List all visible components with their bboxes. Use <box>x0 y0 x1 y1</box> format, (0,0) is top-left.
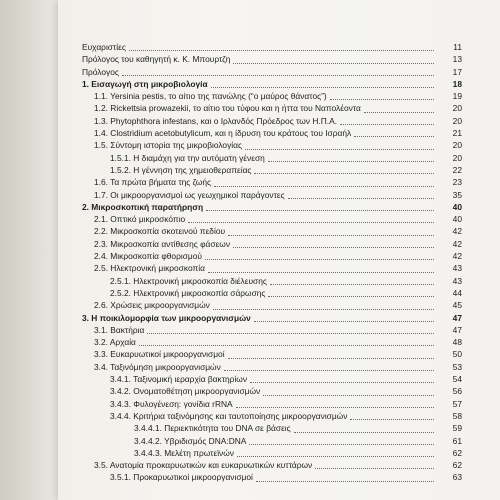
dot-leader <box>256 468 434 481</box>
toc-entry-title: 1.5.1. Η διαμάχη για την αυτόματη γένεση <box>110 152 265 163</box>
toc-page-number: 47 <box>452 312 462 323</box>
toc-entry-title: 1.1. Yersinia pestis, το αίτιο της πανώλης (“ο μαύρος θάνατος”) <box>94 91 327 102</box>
dot-leader <box>350 407 434 420</box>
toc-page-number: 44 <box>452 287 462 298</box>
toc-entry-title: 3.4.4.3. Μελέτη πρωτεϊνών <box>134 447 234 458</box>
dot-leader <box>233 235 434 248</box>
toc-page-number: 19 <box>452 91 462 102</box>
toc-entry-title: 2.2. Μικροσκοπία σκοτεινού πεδίου <box>94 226 226 237</box>
toc-entry-title: 1.6. Τα πρώτα βήματα της ζωής <box>94 177 212 188</box>
dot-leader <box>188 210 434 223</box>
dot-leader <box>354 124 434 137</box>
toc-entry-title: Πρόλογος <box>82 66 119 77</box>
toc-entry-title: 2.1. Οπτικό μικροσκόπιο <box>94 214 186 225</box>
toc-page-number: 20 <box>452 103 462 114</box>
dot-leader <box>249 432 434 445</box>
dot-leader <box>211 75 434 88</box>
toc-page-number: 58 <box>452 410 462 421</box>
toc-page-number: 42 <box>452 226 462 237</box>
toc-entry-title: Πρόλογος του καθηγητή κ. Κ. Μπουρτζη <box>82 54 231 65</box>
toc-entry-title: 3.4. Ταξινόμηση μικροοργανισμών <box>94 361 221 372</box>
toc-entry-title: 2. Μικροσκοπική παρατήρηση <box>82 201 204 212</box>
toc-page-number: 11 <box>453 42 462 52</box>
toc-page-number: 18 <box>452 78 462 89</box>
toc-entry-title: 1.3. Phytophthora infestans, και ο Ιρλανδός Πρόεδρος των Η.Π.Α. <box>94 115 337 126</box>
toc-entry-title: 1.2. Rickettsia prowazekii, το αίτιο του τύφου και η ήττα του Ναπολέοντα <box>94 103 361 114</box>
table-of-contents <box>82 41 462 484</box>
toc-page-number: 21 <box>452 128 462 139</box>
toc-entry-title: 3.3. Ευκαρυωτικοί μικροοργανισμοί <box>94 349 225 360</box>
toc-page-number: 42 <box>452 238 462 249</box>
toc-page-number: 54 <box>452 374 462 385</box>
toc-page-number: 56 <box>452 386 462 397</box>
dot-leader <box>268 149 434 162</box>
toc-page-number: 13 <box>452 54 462 65</box>
dot-leader <box>288 186 434 199</box>
toc-page-number: 17 <box>452 66 462 77</box>
dot-leader <box>233 50 434 63</box>
toc-entry-title: 2.3. Μικροσκοπία αντίθεσης φάσεων <box>94 238 231 249</box>
toc-page-number: 43 <box>452 263 462 274</box>
toc-entry-title: 2.6. Χρώσεις μικροοργανισμών <box>94 300 210 311</box>
dot-leader <box>236 395 434 408</box>
toc-entry-title: 3.4.1. Ταξινομική ιεραρχία βακτηρίων <box>110 374 248 385</box>
toc-page-number: 57 <box>452 398 462 409</box>
dot-leader <box>228 222 434 235</box>
dot-leader <box>139 333 434 346</box>
dot-leader <box>214 173 434 186</box>
toc-entry-title: 3.5.1. Προκαρυωτικοί μικροοργανισμοί <box>110 472 253 483</box>
dot-leader <box>122 63 434 76</box>
toc-page-number: 61 <box>452 435 462 446</box>
toc-page-number: 23 <box>452 177 462 188</box>
toc-entry <box>82 471 462 483</box>
toc-page-number: 62 <box>452 460 462 471</box>
toc-page-number: 59 <box>452 423 462 434</box>
toc-entry-title: 2.4. Μικροσκοπία φθορισμού <box>94 251 202 262</box>
toc-page-number: 40 <box>452 201 462 212</box>
toc-entry-title: 3.2. Αρχαία <box>94 337 136 348</box>
toc-entry-title: Ευχαριστίες <box>82 42 126 52</box>
dot-leader <box>228 345 434 358</box>
dot-leader <box>330 87 434 100</box>
dot-leader <box>129 38 434 51</box>
dot-leader <box>224 358 434 371</box>
toc-entry-title: 3.1. Βακτήρια <box>94 324 145 335</box>
toc-entry-title: 1. Εισαγωγή στη μικροβιολογία <box>82 78 208 89</box>
toc-page-number: 20 <box>452 140 462 151</box>
toc-entry-title: 1.5.2. Η γέννηση της χημειοθεραπείας <box>110 164 252 175</box>
toc-entry-title: 1.5. Σύντομη ιστορία της μικροβιολογίας <box>94 140 243 151</box>
toc-entry-title: 2.5.2. Ηλεκτρονική μικροσκοπία σάρωσης <box>110 287 266 298</box>
dot-leader <box>340 112 434 125</box>
toc-entry-title: 3.4.4.1. Περιεκτικότητα του DNA σε βάσεις <box>134 423 291 434</box>
toc-page-number: 20 <box>452 115 462 126</box>
toc-entry-title: 3.4.4.2. Υβριδισμός DNA:DNA <box>134 435 247 446</box>
dot-leader <box>294 419 434 432</box>
dot-leader <box>268 284 434 297</box>
toc-page-number: 53 <box>452 361 462 372</box>
toc-page-number: 22 <box>452 164 462 175</box>
toc-page-number: 20 <box>452 152 462 163</box>
toc-page-number: 45 <box>452 300 462 311</box>
toc-entry-title: 3.4.2. Ονοματοθέτηση μικροοργανισμών <box>110 386 261 397</box>
toc-page-number: 48 <box>452 337 462 348</box>
dot-leader <box>208 259 434 272</box>
dot-leader <box>364 99 434 112</box>
dot-leader <box>213 296 434 309</box>
dot-leader <box>254 161 434 174</box>
dot-leader <box>205 247 434 260</box>
toc-entry-title: 1.4. Clostridium acetobutylicum, και η ίδρυση του κράτους του Ισραήλ <box>94 128 352 139</box>
dot-leader <box>270 272 434 285</box>
dot-leader <box>147 321 434 334</box>
toc-entry-title: 3.4.4. Κριτήρια ταξινόμησης και ταυτοποίησης μικροοργανισμών <box>110 410 348 421</box>
dot-leader <box>263 382 434 395</box>
toc-page-number: 50 <box>452 349 462 360</box>
toc-entry-title: 2.5. Ηλεκτρονική μικροσκοπία <box>94 263 205 274</box>
toc-page-number: 47 <box>452 324 462 335</box>
toc-entry-title: 1.7. Οι μικροοργανισμοί ως γεωχημικοί παράγοντες <box>94 189 285 200</box>
toc-page-number: 43 <box>452 275 462 286</box>
toc-page-number: 35 <box>452 189 462 200</box>
toc-page-number: 42 <box>452 251 462 262</box>
dot-leader <box>237 444 434 457</box>
toc-page-number: 62 <box>452 447 462 458</box>
toc-entry-title: 3.5. Ανατομία προκαρυωτικών και ευκαρυωτικών κυττάρων <box>94 460 313 471</box>
toc-entry-title: 3. Η ποικιλομορφία των μικροοργανισμών <box>82 312 251 323</box>
book-spine-shadow <box>0 0 58 500</box>
dot-leader <box>315 456 434 469</box>
toc-entry-title: 3.4.3. Φυλογένεση: γονίδια rRNA <box>110 398 233 409</box>
dot-leader <box>206 198 434 211</box>
toc-page-number: 63 <box>452 472 462 483</box>
dot-leader <box>254 309 434 322</box>
dot-leader <box>245 136 434 149</box>
toc-page-number: 40 <box>452 214 462 225</box>
toc-entry-title: 2.5.1. Ηλεκτρονική μικροσκοπία διέλευσης <box>110 275 267 286</box>
dot-leader <box>250 370 434 383</box>
